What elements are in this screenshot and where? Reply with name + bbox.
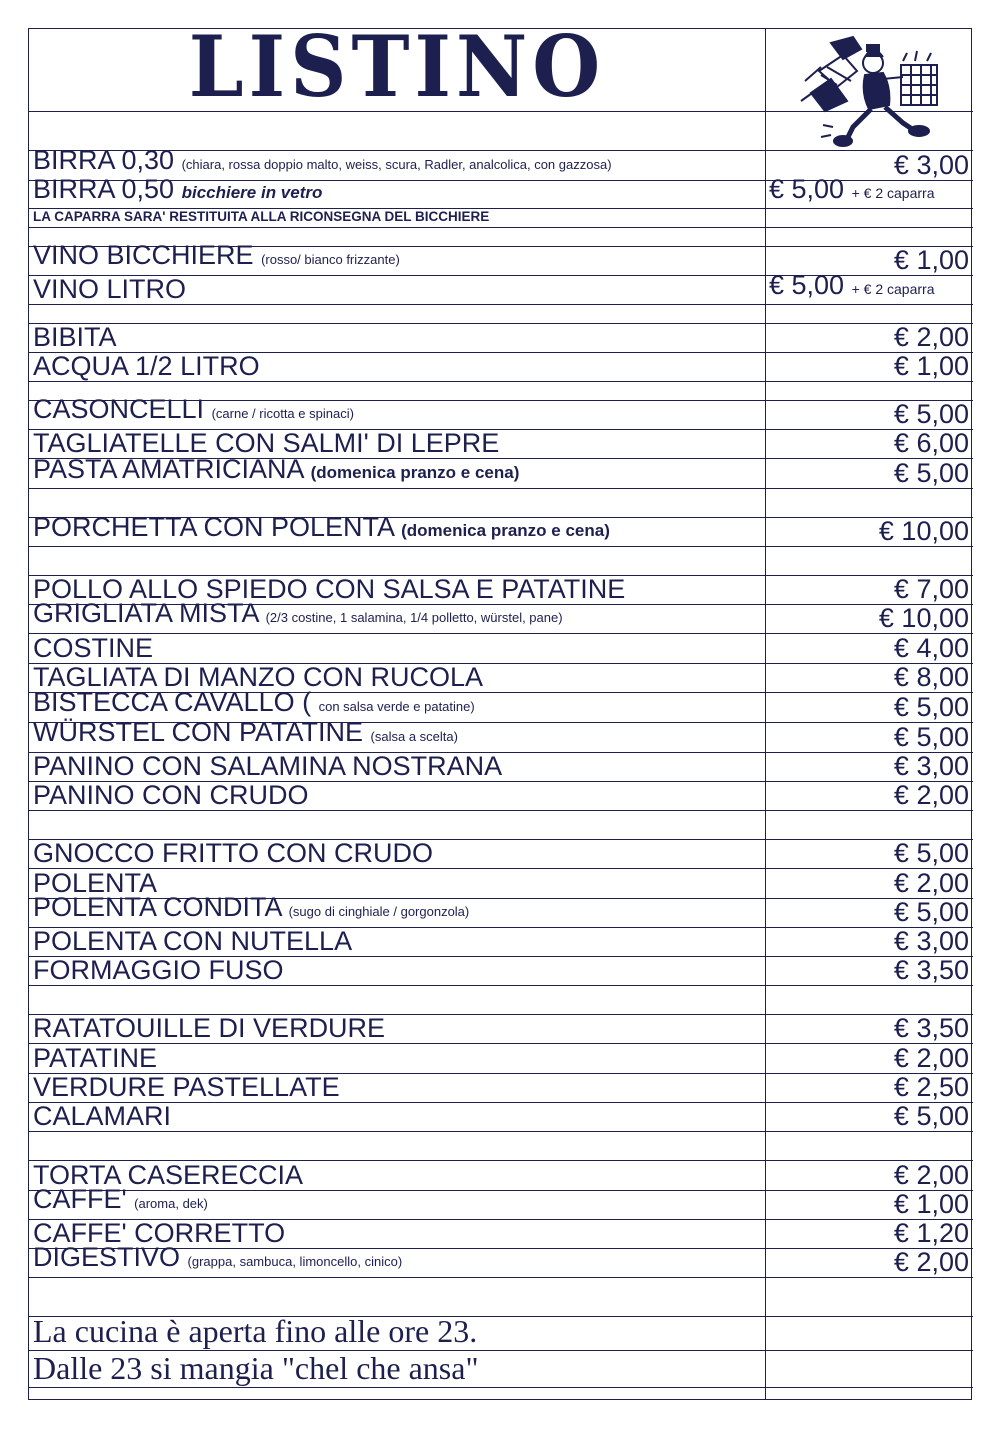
item-name: FORMAGGIO FUSO [33, 955, 284, 985]
item-price [894, 1044, 969, 1072]
menu-item [33, 241, 400, 274]
item-name: CALAMARI [33, 1101, 172, 1131]
item-price [769, 271, 934, 303]
menu-item [33, 927, 352, 955]
price-value: € 10,00 [878, 603, 969, 633]
menu-item-row [29, 1242, 973, 1278]
price-value: € 3,50 [893, 1013, 969, 1043]
price-value: € 5,00 [769, 174, 845, 204]
item-name: BIRRA 0,50 [33, 174, 175, 204]
price-value: € 3,00 [893, 926, 969, 956]
menu-item-row [29, 1074, 973, 1103]
price-value: € 2,00 [893, 868, 969, 898]
footer-note: Dalle 23 si mangia "chel che ansa" [33, 1350, 479, 1386]
item-price [894, 400, 969, 428]
item-price [894, 693, 969, 721]
menu-item-row [29, 512, 973, 547]
item-price [894, 1248, 969, 1276]
menu-item [33, 718, 458, 751]
empty-row [29, 1278, 973, 1317]
item-price [894, 723, 969, 751]
menu-item [33, 1073, 340, 1101]
menu-item [33, 839, 433, 867]
price-value: € 10,00 [878, 516, 969, 546]
page-title: LISTINO [188, 18, 606, 117]
menu-item-row [29, 353, 973, 382]
item-price [894, 1014, 969, 1042]
item-price [894, 634, 969, 662]
item-name: ACQUA 1/2 LITRO [33, 351, 260, 381]
item-price [894, 1190, 969, 1218]
footer-note: La cucina è aperta fino alle ore 23. [33, 1313, 478, 1349]
menu-item-row [29, 394, 973, 430]
menu-item-row [29, 598, 973, 634]
menu-item [33, 1102, 171, 1130]
item-price [894, 752, 969, 780]
menu-item-row [29, 1103, 973, 1132]
menu-item [33, 395, 354, 428]
item-name: BIBITA [33, 322, 117, 352]
item-name: POLENTA [33, 868, 158, 898]
item-price [894, 898, 969, 926]
price-value: € 3,00 [893, 150, 969, 180]
menu-item [33, 513, 610, 545]
menu-item [33, 175, 322, 207]
price-value: € 2,00 [893, 322, 969, 352]
menu-item-row [29, 928, 973, 957]
item-name: TAGLIATA DI MANZO CON RUCOLA [33, 662, 484, 692]
item-note: (sugo di cinghiale / gorgonzola) [288, 904, 470, 919]
item-name: CAFFE' [33, 1184, 127, 1214]
menu-item-row [29, 957, 973, 986]
item-note: (aroma, dek) [134, 1196, 208, 1211]
item-price [894, 927, 969, 955]
menu-item [33, 455, 519, 487]
item-name: TAGLIATELLE CON SALMI' DI LEPRE [33, 428, 500, 458]
item-price [879, 604, 969, 632]
item-name: TORTA CASERECCIA [33, 1160, 304, 1190]
item-price [879, 517, 969, 545]
deposit-notice: LA CAPARRA SARA' RESTITUITA ALLA RICONSEGNA DEL BICCHIERE [33, 209, 490, 224]
price-column-divider [765, 29, 766, 1399]
item-name: PORCHETTA CON POLENTA [33, 512, 394, 542]
price-value: € 4,00 [893, 633, 969, 663]
item-price [894, 1102, 969, 1130]
menu-item-row [29, 717, 973, 753]
item-price [894, 1161, 969, 1189]
price-value: € 5,00 [893, 692, 969, 722]
deposit-amount: + € 2 caparra [851, 185, 935, 201]
menu-item-row [29, 1044, 973, 1074]
item-price [894, 869, 969, 897]
item-note: bicchiere in vetro [181, 183, 323, 202]
item-name: BISTECCA CAVALLO ( [33, 687, 312, 717]
menu-item-row [29, 782, 973, 811]
item-price [894, 956, 969, 984]
menu-item-row [29, 753, 973, 782]
menu-item-row [29, 174, 973, 209]
price-value: € 2,00 [893, 780, 969, 810]
item-name: CAFFE' CORRETTO [33, 1218, 286, 1248]
item-note: (domenica pranzo e cena) [310, 463, 520, 482]
deposit-notice-row [29, 209, 973, 228]
price-value: € 5,00 [893, 399, 969, 429]
item-note: con salsa verde e patatine) [318, 699, 475, 714]
item-price [894, 429, 969, 457]
price-value: € 7,00 [893, 574, 969, 604]
menu-item-row [29, 324, 973, 353]
menu-item [33, 956, 284, 984]
menu-item-row [29, 454, 973, 489]
item-name: VINO LITRO [33, 274, 187, 304]
price-value: € 5,00 [893, 1101, 969, 1131]
item-price [894, 1219, 969, 1247]
menu-item-row [29, 892, 973, 928]
item-price [894, 839, 969, 867]
price-value: € 5,00 [893, 897, 969, 927]
item-price [894, 246, 969, 274]
menu-item [33, 275, 186, 303]
item-name: PANINO CON SALAMINA NOSTRANA [33, 751, 503, 781]
price-value: € 1,00 [893, 1189, 969, 1219]
item-name: PASTA AMATRICIANA [33, 454, 304, 484]
item-price [894, 1073, 969, 1101]
price-value: € 6,00 [893, 428, 969, 458]
menu-item [33, 323, 117, 351]
menu-item-row [29, 270, 973, 305]
item-name: GRIGLIATA MISTA [33, 598, 259, 628]
item-name: CASONCELLI [33, 394, 205, 424]
item-name: COSTINE [33, 633, 154, 663]
price-value: € 8,00 [893, 662, 969, 692]
item-price [894, 323, 969, 351]
menu-item-row [29, 634, 973, 664]
item-name: BIRRA 0,30 [33, 145, 175, 175]
menu-item-row [29, 1184, 973, 1220]
menu-item [33, 893, 469, 926]
price-value: € 1,00 [893, 245, 969, 275]
item-name: RATATOUILLE DI VERDURE [33, 1013, 386, 1043]
menu-item [33, 429, 499, 457]
footer-note-row [29, 1313, 973, 1351]
item-note: (salsa a scelta) [370, 729, 458, 744]
price-value: € 5,00 [893, 458, 969, 488]
price-value: € 1,20 [893, 1218, 969, 1248]
price-list-sheet [28, 18, 972, 1400]
price-value: € 5,00 [893, 838, 969, 868]
empty-row [29, 547, 973, 576]
menu-item [33, 752, 502, 780]
deposit-amount: + € 2 caparra [851, 281, 935, 297]
item-price [894, 575, 969, 603]
menu-list [29, 111, 973, 1388]
item-name: POLLO ALLO SPIEDO CON SALSA E PATATINE [33, 574, 626, 604]
empty-row [29, 1132, 973, 1161]
price-value: € 2,50 [893, 1072, 969, 1102]
item-name: DIGESTIVO [33, 1242, 181, 1272]
price-value: € 3,50 [893, 955, 969, 985]
menu-item [33, 352, 260, 380]
price-value: € 2,00 [893, 1247, 969, 1277]
item-name: GNOCCO FRITTO CON CRUDO [33, 838, 433, 868]
menu-item-row [29, 1015, 973, 1044]
item-price [894, 459, 969, 487]
item-name: VINO BICCHIERE [33, 240, 254, 270]
menu-item [33, 599, 563, 632]
item-name: POLENTA CONDITA [33, 892, 282, 922]
menu-item [33, 781, 309, 809]
price-value: € 2,00 [893, 1043, 969, 1073]
item-name: PATATINE [33, 1043, 158, 1073]
empty-row [29, 811, 973, 840]
item-price [894, 352, 969, 380]
item-name: PANINO CON CRUDO [33, 780, 309, 810]
item-note: (rosso/ bianco frizzante) [261, 252, 400, 267]
price-value: € 5,00 [893, 722, 969, 752]
item-note: (2/3 costine, 1 salamina, 1/4 polletto, würstel, pane) [265, 610, 563, 625]
empty-row [29, 305, 973, 324]
price-value: € 2,00 [893, 1160, 969, 1190]
price-value: € 5,00 [769, 270, 845, 300]
footer-note-row [29, 1351, 973, 1388]
item-name: POLENTA CON NUTELLA [33, 926, 353, 956]
menu-item [33, 1044, 157, 1072]
item-note: (domenica pranzo e cena) [401, 521, 610, 540]
item-note: (carne / ricotta e spinaci) [211, 406, 354, 421]
menu-item [33, 634, 153, 662]
item-price [894, 781, 969, 809]
menu-item [33, 1185, 208, 1218]
price-value: € 3,00 [893, 751, 969, 781]
item-price [769, 175, 934, 207]
menu-item-row [29, 840, 973, 869]
item-note: (chiara, rossa doppio malto, weiss, scura, Radler, analcolica, con gazzosa) [181, 157, 612, 172]
item-note: (grappa, sambuca, limoncello, cinico) [187, 1254, 403, 1269]
menu-item [33, 1243, 402, 1276]
price-value: € 1,00 [893, 351, 969, 381]
item-name: WÜRSTEL CON PATATINE [33, 717, 364, 747]
header [29, 18, 973, 117]
menu-item [33, 1014, 385, 1042]
item-price [894, 663, 969, 691]
empty-row [29, 986, 973, 1015]
item-name: VERDURE PASTELLATE [33, 1072, 340, 1102]
